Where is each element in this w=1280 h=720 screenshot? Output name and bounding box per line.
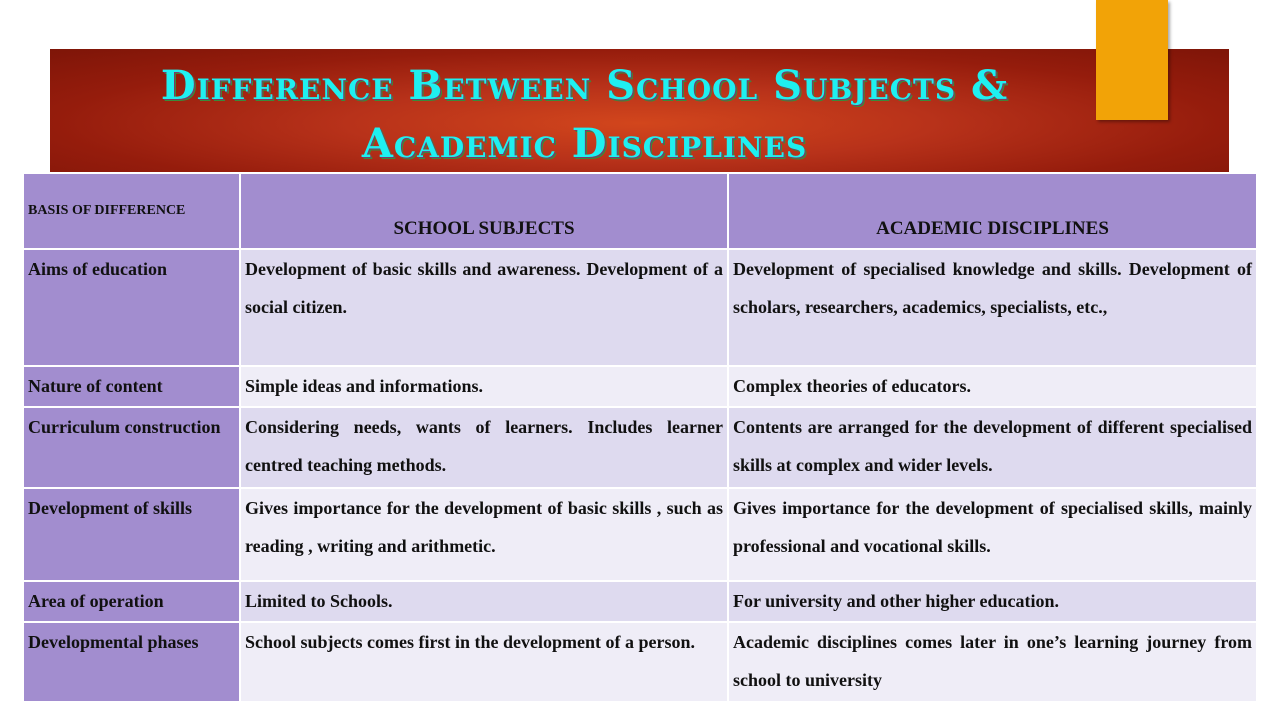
row-basis: Development of skills (23, 488, 240, 581)
row-basis: Aims of education (23, 249, 240, 366)
header-school-subjects: SCHOOL SUBJECTS (240, 173, 728, 249)
row-basis: Developmental phases (23, 622, 240, 702)
row-school: Limited to Schools. (240, 581, 728, 622)
row-basis: Area of operation (23, 581, 240, 622)
row-academic: For university and other higher education. (728, 581, 1257, 622)
table-row (23, 581, 1257, 622)
table-row (23, 622, 1257, 702)
row-academic: Development of specialised knowledge and skills. Development of scholars, researchers, academics, specialists, etc., (728, 249, 1257, 366)
row-school: Gives importance for the development of basic skills , such as reading , writing and arithmetic. (240, 488, 728, 581)
table-row (23, 488, 1257, 581)
row-basis: Curriculum construction (23, 407, 240, 488)
row-academic: Gives importance for the development of specialised skills, mainly professional and vocational skills. (728, 488, 1257, 581)
row-basis: Nature of content (23, 366, 240, 407)
row-academic: Contents are arranged for the development of different specialised skills at complex and wider levels. (728, 407, 1257, 488)
table-row (23, 249, 1257, 366)
table-header-row (23, 173, 1257, 249)
row-school: School subjects comes first in the development of a person. (240, 622, 728, 702)
accent-tab (1096, 0, 1168, 120)
header-academic-disciplines: ACADEMIC DISCIPLINES (728, 173, 1257, 249)
header-basis: BASIS OF DIFFERENCE (23, 173, 240, 249)
row-school: Development of basic skills and awareness. Development of a social citizen. (240, 249, 728, 366)
row-academic: Academic disciplines comes later in one’s learning journey from school to university (728, 622, 1257, 702)
row-academic: Complex theories of educators. (728, 366, 1257, 407)
row-school: Considering needs, wants of learners. Includes learner centred teaching methods. (240, 407, 728, 488)
row-school: Simple ideas and informations. (240, 366, 728, 407)
table-row (23, 366, 1257, 407)
slide-title: Difference Between School Subjects & Academic Disciplines (160, 62, 1009, 167)
title-banner (50, 49, 1229, 173)
table-row (23, 407, 1257, 488)
comparison-table (22, 172, 1258, 703)
